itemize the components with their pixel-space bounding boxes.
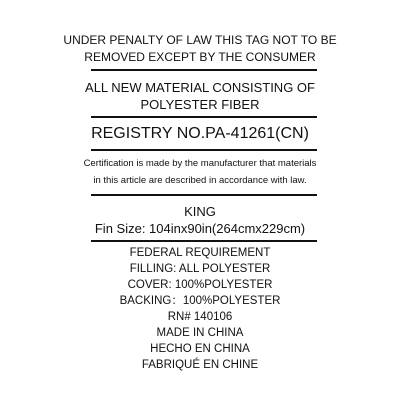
divider-5 [91,240,317,242]
made-in-china-es: HECHO EN CHINA [150,343,250,355]
material-line-2: POLYESTER FIBER [140,97,260,112]
federal-requirement: FEDERAL REQUIREMENT [129,247,271,259]
fin-size: Fin Size: 104inx90in(264cmx229cm) [94,221,306,236]
size-name: KING [184,204,216,219]
divider-3 [91,149,317,151]
made-in-china-fr: FABRIQUÉ EN CHINE [141,359,259,371]
divider-2 [91,116,317,118]
warning-line-1: UNDER PENALTY OF LAW THIS TAG NOT TO BE [63,33,337,47]
rn-number: RN# 140106 [167,311,233,323]
cover-content: COVER: 100%POLYESTER [127,279,273,291]
made-in-china-en: MADE IN CHINA [156,327,244,339]
certification-line-1: Certification is made by the manufacturer that materials [83,158,317,169]
material-line-1: ALL NEW MATERIAL CONSISTING OF [85,80,315,95]
filling-content: FILLING: ALL POLYESTER [129,263,271,275]
certification-line-2: in this article are described in accordance with law. [93,175,307,186]
divider-4 [91,194,317,196]
backing-content: BACKING：100%POLYESTER [119,295,281,307]
registry-number: REGISTRY NO.PA-41261(CN) [91,125,309,142]
divider-1 [91,69,317,71]
warning-line-2: REMOVED EXCEPT BY THE CONSUMER [84,50,316,64]
